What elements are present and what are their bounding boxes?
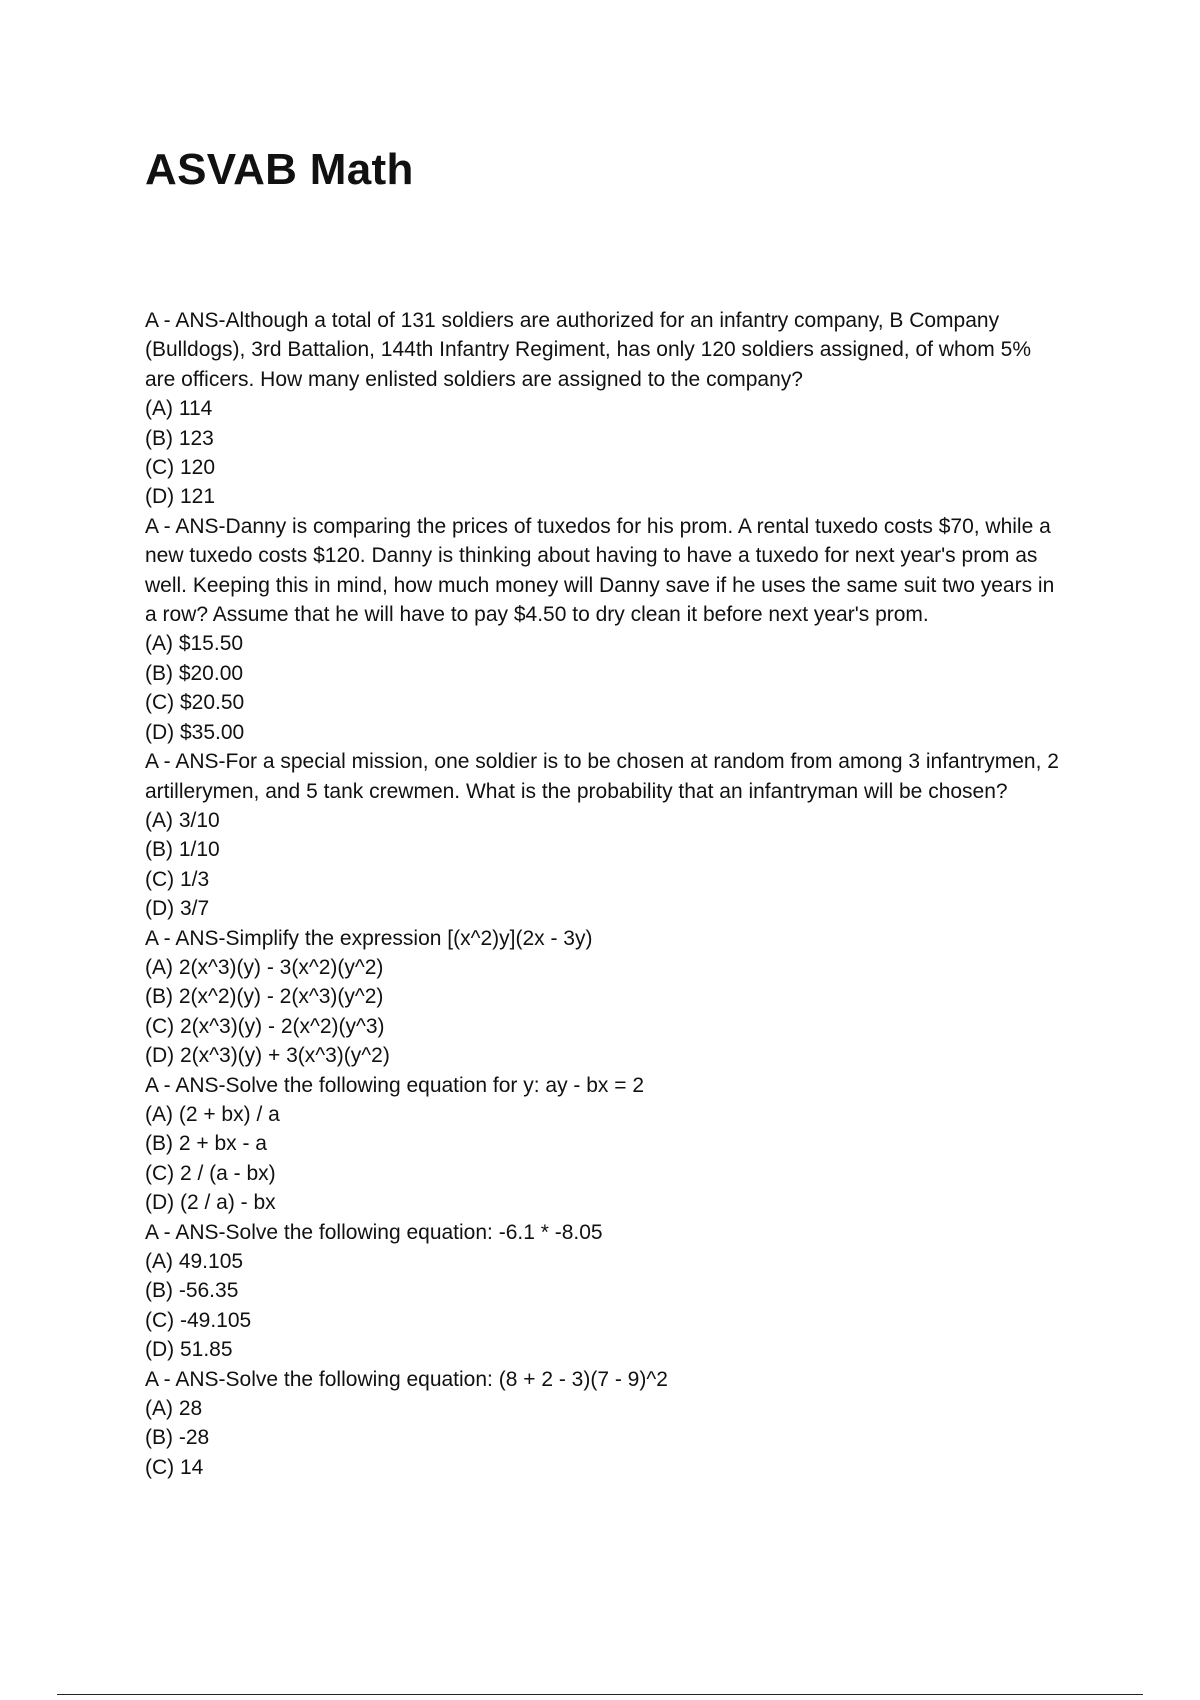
answer-option: (C) 1/3 [145,867,210,891]
question-block [145,924,1065,1071]
answer-option: (C) 2 / (a - bx) [145,1161,276,1185]
answer-option: (B) 2 + bx - a [145,1132,267,1156]
option-list [145,629,1065,747]
option-list [145,1247,1065,1365]
answer-option: (A) $15.50 [145,632,244,656]
answer-option: (D) 3/7 [145,897,210,921]
question-text: A - ANS-Simplify the expression [(x^2)y](2x - 3y) [145,926,593,950]
answer-option: (D) 51.85 [145,1338,233,1362]
answer-option: (B) -28 [145,1426,210,1450]
question-block [145,747,1065,923]
answer-option: (B) -56.35 [145,1279,239,1303]
answer-option: (A) 114 [145,397,213,421]
question-text: A - ANS-Although a total of 131 soldiers are authorized for an infantry company, B Company (Bulldogs), 3rd Battalion, 144th Infantry Regiment, has only 120 soldiers assigned, of whom 5% are officers. How many enlisted soldiers are assigned to the company? [145,309,1031,391]
answer-option: (C) 2(x^3)(y) - 2(x^2)(y^3) [145,1014,385,1038]
footer-divider [57,1694,1143,1695]
answer-option: (D) 2(x^3)(y) + 3(x^3)(y^2) [145,1044,390,1068]
page-title: ASVAB Math [145,145,414,194]
option-list [145,806,1065,924]
question-text: A - ANS-Solve the following equation: (8 + 2 - 3)(7 - 9)^2 [145,1367,668,1391]
question-block [145,1365,1065,1483]
answer-option: (D) (2 / a) - bx [145,1191,276,1215]
answer-option: (C) 14 [145,1455,204,1479]
answer-option: (A) 2(x^3)(y) - 3(x^2)(y^2) [145,955,384,979]
answer-option: (B) $20.00 [145,661,244,685]
option-list [145,1394,1065,1482]
answer-option: (A) 3/10 [145,808,220,832]
answer-option: (C) 120 [145,456,216,480]
answer-option: (B) 1/10 [145,838,220,862]
question-block [145,1071,1065,1218]
answer-option: (C) -49.105 [145,1308,252,1332]
answer-option: (B) 2(x^2)(y) - 2(x^3)(y^2) [145,985,384,1009]
question-block [145,306,1065,512]
question-block [145,512,1065,747]
question-text: A - ANS-Solve the following equation for y: ay - bx = 2 [145,1073,645,1097]
question-text: A - ANS-Danny is comparing the prices of tuxedos for his prom. A rental tuxedo costs $70, while a new tuxedo costs $120. Danny is thinking about having to have a tuxedo for next year's prom as well. Keeping this in mind, how much money will Danny save if he uses the same suit two years in a row? Assume that he will have to pay $4.50 to dry clean it before next year's prom. [145,514,1055,627]
option-list [145,394,1065,512]
question-text: A - ANS-Solve the following equation: -6.1 * -8.05 [145,1220,603,1244]
answer-option: (A) (2 + bx) / a [145,1102,280,1126]
answer-option: (D) 121 [145,485,216,509]
answer-option: (D) $35.00 [145,720,245,744]
answer-option: (A) 28 [145,1397,203,1421]
answer-option: (C) $20.50 [145,691,245,715]
question-text: A - ANS-For a special mission, one soldier is to be chosen at random from among 3 infantrymen, 2 artillerymen, and 5 tank crewmen. What is the probability that an infantryman will be chosen? [145,750,1059,803]
option-list [145,953,1065,1071]
question-list [145,306,1065,1482]
option-list [145,1100,1065,1218]
answer-option: (B) 123 [145,426,214,450]
answer-option: (A) 49.105 [145,1250,244,1273]
question-block [145,1218,1065,1365]
